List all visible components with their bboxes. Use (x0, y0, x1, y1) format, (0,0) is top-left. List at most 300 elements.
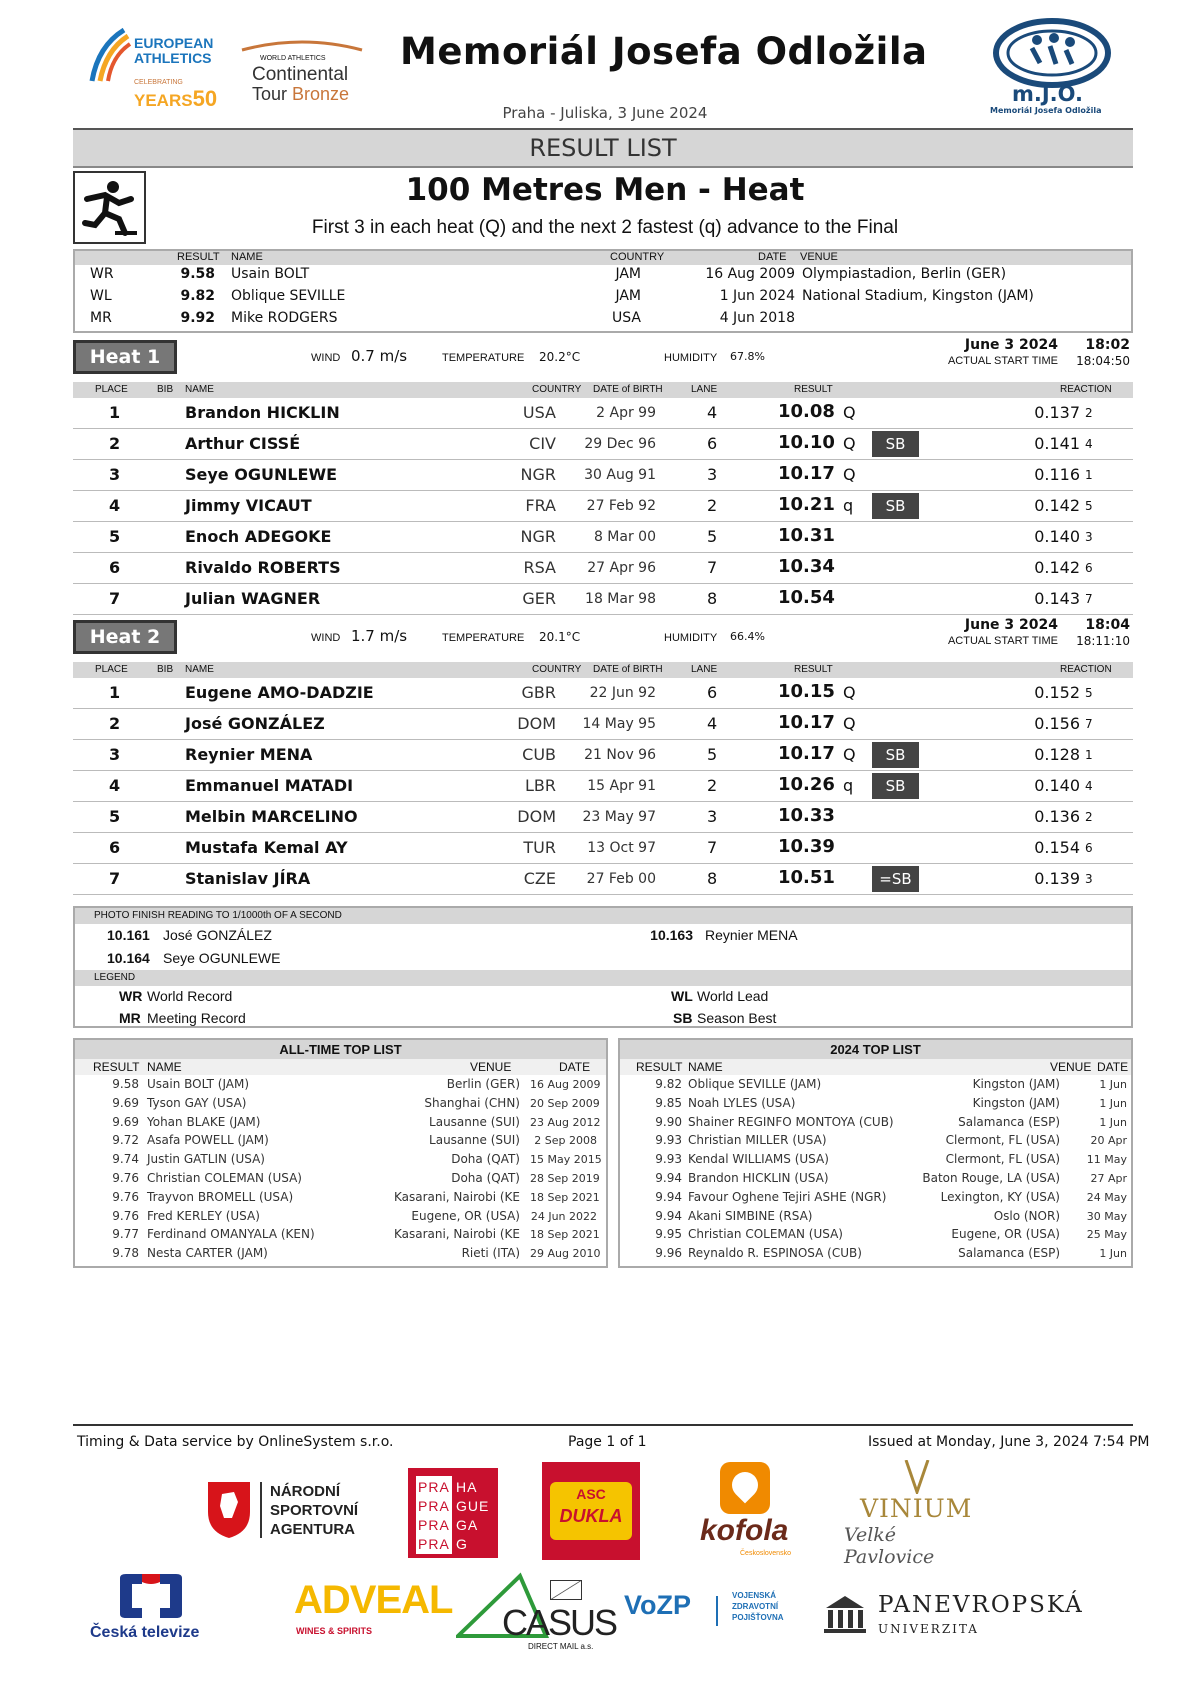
lane: 7 (707, 558, 718, 577)
reaction-time: 0.136 (1034, 807, 1080, 826)
lane: 4 (707, 714, 718, 733)
vinium-text: VINIUM (860, 1494, 973, 1523)
tl-venue: Oslo (NOR) (993, 1208, 1060, 1223)
tl-result: 9.69 (112, 1114, 139, 1129)
ct-line1: WORLD ATHLETICS (260, 55, 326, 62)
tl-name: Nesta CARTER (JAM) (147, 1246, 268, 1261)
top-list-row (620, 1075, 1131, 1094)
date-of-birth: 22 Jun 92 (589, 685, 656, 701)
reaction-time: 0.156 (1034, 714, 1080, 733)
tl-date: 23 Aug 2012 (530, 1115, 601, 1129)
pevu-text: PANEVROPSKÁ (878, 1592, 1084, 1618)
top-list-row (75, 1225, 606, 1244)
ea-line4: YEARS (134, 91, 193, 110)
result: 10.15 (778, 681, 835, 702)
tl-name: Christian MILLER (USA) (688, 1133, 827, 1148)
place: 2 (109, 434, 121, 453)
casus-text: DIRECT MAIL a.s. (528, 1642, 594, 1651)
tl-venue: Eugene, OR (USA) (951, 1227, 1060, 1242)
result: 10.33 (778, 805, 835, 826)
tl-venue: Lexington, KY (USA) (940, 1189, 1060, 1204)
season-best-badge: SB (872, 773, 919, 799)
qualification-mark: q (843, 496, 854, 515)
tl-venue: Shanghai (CHN) (424, 1095, 520, 1110)
heat-label: Heat 2 (73, 620, 177, 654)
tl-date: 15 May 2015 (530, 1153, 602, 1167)
date-of-birth: 2 Apr 99 (596, 405, 656, 421)
country: GBR (521, 683, 556, 702)
tl-result: 9.78 (112, 1246, 139, 1261)
record-type: WL (90, 288, 112, 304)
event-title: 100 Metres Men - Heat (405, 172, 805, 208)
result-row (73, 460, 1133, 491)
actual-start-time: 18:04:50 (1076, 354, 1130, 368)
country: FRA (525, 496, 556, 515)
result: 10.08 (778, 401, 835, 422)
reaction-time: 0.141 (1034, 434, 1080, 453)
footer-divider (73, 1424, 1133, 1426)
col-lane: LANE (691, 384, 718, 395)
col-name: NAME (147, 1060, 182, 1074)
reaction-rank: 3 (1085, 530, 1093, 544)
season-best-badge: SB (872, 431, 919, 457)
kofola-text: kofola (700, 1514, 789, 1547)
tl-venue: Berlin (GER) (446, 1077, 520, 1091)
tl-result: 9.95 (655, 1227, 682, 1242)
tl-venue: Doha (QAT) (451, 1171, 520, 1185)
place: 7 (109, 589, 121, 608)
record-date: 1 Jun 2024 (719, 288, 795, 304)
season-best-badge: SB (872, 742, 919, 768)
athlete-name: Seye OGUNLEWE (185, 465, 338, 484)
date-of-birth: 18 Mar 98 (585, 591, 656, 607)
tl-name: Favour Oghene Tejiri ASHE (NGR) (688, 1189, 887, 1204)
praha-text: PRA (418, 1479, 450, 1495)
dukla-text: DUKLA (559, 1506, 623, 1526)
tl-date: 29 Aug 2010 (530, 1247, 601, 1261)
record-type: WR (90, 266, 114, 282)
date-of-birth: 8 Mar 00 (593, 529, 656, 545)
panevropska-logo (822, 1592, 1092, 1642)
photo-finish-label: PHOTO FINISH READING TO 1/1000th OF A SECOND (75, 908, 1131, 924)
records-header (75, 251, 1131, 265)
tl-result: 9.90 (655, 1114, 682, 1129)
tl-result: 9.94 (655, 1171, 682, 1185)
tl-date: 1 Jun (1099, 1078, 1127, 1091)
mjo-line1: m.J.O. (1012, 82, 1084, 106)
legend-label: LEGEND (75, 970, 1131, 986)
country: GER (522, 589, 556, 608)
adveal-logo (294, 1578, 454, 1644)
record-name: Mike RODGERS (231, 310, 338, 326)
result-row (73, 678, 1133, 709)
qualification-mark: Q (843, 745, 856, 764)
tl-date: 11 May (1086, 1153, 1127, 1167)
result: 10.31 (778, 525, 835, 546)
reaction-rank: 1 (1085, 468, 1093, 482)
results-column-header (73, 662, 1133, 678)
reaction-time: 0.152 (1034, 683, 1080, 702)
result-row (73, 864, 1133, 895)
tl-venue: Kingston (JAM) (972, 1077, 1060, 1091)
tl-name: Shainer REGINFO MONTOYA (CUB) (688, 1114, 894, 1129)
pf-time: 10.163 (650, 927, 693, 943)
records-col-date: DATE (758, 251, 787, 263)
qualification-mark: q (843, 776, 854, 795)
athlete-name: Eugene AMO-DADZIE (185, 683, 374, 702)
date-of-birth: 29 Dec 96 (584, 436, 656, 452)
wind-label: WIND (311, 352, 341, 364)
place: 4 (109, 496, 121, 515)
result-row (73, 491, 1133, 522)
tl-name: Oblique SEVILLE (JAM) (688, 1077, 822, 1091)
tl-result: 9.76 (112, 1189, 139, 1204)
praha-text: HA (456, 1479, 478, 1495)
tl-name: Kendal WILLIAMS (USA) (688, 1152, 829, 1167)
tl-name: Christian COLEMAN (USA) (688, 1227, 843, 1242)
record-country: USA (612, 310, 641, 326)
top-list-row (75, 1075, 606, 1094)
reaction-rank: 7 (1085, 717, 1093, 731)
athlete-name: Stanislav JÍRA (185, 869, 311, 888)
top-list-row (620, 1131, 1131, 1150)
country: CZE (523, 869, 556, 888)
mjo-logo (990, 18, 1130, 118)
col-dob: DATE of BIRTH (593, 664, 663, 675)
temperature-value: 20.1°C (539, 630, 581, 644)
top-list-row (620, 1113, 1131, 1132)
result-row (73, 553, 1133, 584)
col-venue: VENUE (470, 1060, 512, 1074)
tl-name: Justin GATLIN (USA) (147, 1152, 265, 1167)
result: 10.34 (778, 556, 835, 577)
country: LBR (524, 776, 556, 795)
top-list-row (75, 1169, 606, 1188)
humidity-value: 67.8% (730, 350, 765, 363)
qualification-mark: Q (843, 434, 856, 453)
tl-result: 9.94 (655, 1189, 682, 1204)
lane: 6 (707, 434, 718, 453)
date-of-birth: 27 Apr 96 (587, 560, 656, 576)
ct-text: Česká televize (90, 1624, 200, 1641)
reaction-time: 0.137 (1034, 403, 1080, 422)
records-col-country: COUNTRY (610, 251, 665, 263)
record-result: 9.82 (180, 288, 215, 304)
actual-start-label: ACTUAL START TIME (947, 635, 1058, 647)
casus-logo (456, 1572, 617, 1652)
date-of-birth: 27 Feb 00 (586, 871, 656, 887)
col-reaction: REACTION (1060, 664, 1112, 675)
tl-name: Fred KERLEY (USA) (147, 1208, 260, 1223)
col-lane: LANE (691, 664, 718, 675)
tl-result: 9.58 (112, 1077, 139, 1091)
results-column-header (73, 382, 1133, 398)
country: DOM (517, 714, 556, 733)
reaction-rank: 5 (1085, 499, 1093, 513)
reaction-rank: 7 (1085, 592, 1093, 606)
athlete-name: Mustafa Kemal AY (185, 838, 348, 857)
col-name: NAME (185, 664, 214, 675)
legend-text: Season Best (697, 1010, 777, 1026)
result-row (73, 584, 1133, 615)
vozp-logo (624, 1590, 814, 1640)
ea-line5: 50 (192, 86, 218, 111)
reaction-time: 0.139 (1034, 869, 1080, 888)
lane: 2 (707, 776, 718, 795)
kofola-logo (696, 1462, 796, 1562)
top-list-row (75, 1188, 606, 1207)
mjo-line2: Memoriál Josefa Odložila (990, 106, 1102, 115)
records-col-result: RESULT (177, 251, 220, 263)
top-list-row (620, 1188, 1131, 1207)
vozp-text: VoZP (624, 1590, 691, 1620)
tl-venue: Rieti (ITA) (461, 1246, 520, 1261)
date-of-birth: 30 Aug 91 (584, 467, 656, 483)
reaction-rank: 4 (1085, 437, 1093, 451)
result: 10.17 (778, 712, 835, 733)
heat-time: 18:04 (1085, 617, 1130, 633)
tl-name: Noah LYLES (USA) (688, 1095, 796, 1110)
col-name: NAME (688, 1060, 723, 1074)
dukla-text: ASC (576, 1486, 606, 1502)
meet-location-date: Praha - Juliska, 3 June 2024 (502, 104, 708, 122)
heat-time: 18:02 (1085, 337, 1130, 353)
tl-date: 1 Jun (1099, 1247, 1127, 1261)
record-row (75, 309, 1131, 331)
tl-name: Trayvon BROMELL (USA) (147, 1189, 294, 1204)
lane: 5 (707, 745, 718, 764)
result: 10.10 (778, 432, 835, 453)
date-of-birth: 14 May 95 (582, 716, 656, 732)
result-row (73, 709, 1133, 740)
col-result: RESULT (794, 664, 833, 675)
tl-result: 9.82 (655, 1077, 682, 1091)
result-row (73, 429, 1133, 460)
athlete-name: Jimmy VICAUT (185, 496, 312, 515)
record-name: Usain BOLT (231, 266, 310, 282)
tl-date: 24 May (1086, 1190, 1127, 1204)
col-bib: BIB (157, 664, 174, 675)
country: CIV (529, 434, 556, 453)
top-list-row (620, 1169, 1131, 1188)
tl-result: 9.69 (112, 1095, 139, 1110)
tl-date: 25 May (1086, 1228, 1127, 1242)
place: 4 (109, 776, 121, 795)
reaction-rank: 5 (1085, 686, 1093, 700)
legend-text: World Record (147, 988, 233, 1004)
praha-text: GUE (456, 1498, 490, 1514)
top-list-row (75, 1244, 606, 1263)
lane: 4 (707, 403, 718, 422)
result-row (73, 398, 1133, 429)
dukla-logo (542, 1462, 640, 1560)
result-row (73, 833, 1133, 864)
result-row (73, 802, 1133, 833)
top-2024-columns (620, 1059, 1131, 1075)
country: TUR (523, 838, 556, 857)
record-result: 9.58 (180, 266, 215, 282)
place: 7 (109, 869, 121, 888)
tl-result: 9.72 (112, 1133, 139, 1148)
actual-start-time: 18:11:10 (1076, 634, 1130, 648)
reaction-time: 0.128 (1034, 745, 1080, 764)
tl-venue: Salamanca (ESP) (958, 1114, 1060, 1129)
athlete-name: Arthur CISSÉ (185, 434, 301, 453)
place: 6 (109, 838, 121, 857)
legend-code: SB (673, 1010, 693, 1026)
tl-result: 9.85 (655, 1095, 682, 1110)
col-result: RESULT (93, 1060, 140, 1074)
lane: 2 (707, 496, 718, 515)
humidity-label: HUMIDITY (664, 352, 718, 364)
record-row (75, 287, 1131, 309)
reaction-rank: 2 (1085, 406, 1093, 420)
european-athletics-logo (84, 24, 234, 111)
tl-result: 9.74 (112, 1152, 139, 1167)
result: 10.17 (778, 743, 835, 764)
tl-date: 30 May (1086, 1209, 1127, 1223)
qualification-rule: First 3 in each heat (Q) and the next 2 fastest (q) advance to the Final (311, 217, 899, 238)
col-result: RESULT (636, 1060, 683, 1074)
athlete-name: Julian WAGNER (185, 589, 321, 608)
place: 3 (109, 465, 121, 484)
tl-venue: Kasarani, Nairobi (KE (393, 1189, 520, 1204)
humidity-label: HUMIDITY (664, 632, 718, 644)
country: DOM (517, 807, 556, 826)
top-list-row (75, 1150, 606, 1169)
top-list-row (620, 1094, 1131, 1113)
praha-text: PRA (418, 1536, 450, 1552)
record-venue: National Stadium, Kingston (JAM) (802, 288, 1034, 304)
adveal-text: ADVEAL (294, 1578, 453, 1622)
athlete-name: Brandon HICKLIN (185, 403, 340, 422)
athlete-name: Enoch ADEGOKE (185, 527, 332, 546)
reaction-rank: 2 (1085, 810, 1093, 824)
reaction-rank: 1 (1085, 748, 1093, 762)
tl-name: Usain BOLT (JAM) (147, 1077, 250, 1091)
tl-name: Asafa POWELL (JAM) (147, 1133, 269, 1148)
result: 10.17 (778, 463, 835, 484)
tl-date: 28 Sep 2019 (530, 1172, 600, 1185)
tl-name: Yohan BLAKE (JAM) (147, 1114, 261, 1129)
vinium-logo (840, 1460, 990, 1568)
record-venue: Olympiastadion, Berlin (GER) (802, 266, 1007, 282)
col-place: PLACE (95, 384, 128, 395)
lane: 7 (707, 838, 718, 857)
reaction-rank: 6 (1085, 841, 1093, 855)
record-date: 16 Aug 2009 (705, 266, 795, 282)
col-date: DATE (559, 1060, 591, 1074)
top-list-2024 (618, 1038, 1133, 1268)
kofola-text: Československo (740, 1550, 791, 1557)
heat-date: June 3 2024 (964, 337, 1058, 353)
record-type: MR (90, 310, 112, 326)
reaction-rank: 6 (1085, 561, 1093, 575)
wind-value: 0.7 m/s (351, 347, 408, 365)
pevu-text: UNIVERZITA (878, 1622, 979, 1636)
wind-label: WIND (311, 632, 341, 644)
top-list-row (75, 1131, 606, 1150)
all-time-top-list (73, 1038, 608, 1268)
continental-tour-logo (240, 38, 370, 108)
tl-result: 9.76 (112, 1171, 139, 1185)
ea-line3: CELEBRATING (134, 79, 183, 86)
tl-date: 24 Jun 2022 (530, 1209, 597, 1223)
result: 10.39 (778, 836, 835, 857)
season-best-badge: =SB (872, 866, 919, 892)
praha-text: PRA (418, 1517, 450, 1533)
heat-label: Heat 1 (73, 340, 177, 374)
legend-text: World Lead (697, 988, 769, 1004)
pf-time: 10.161 (107, 927, 150, 943)
records-panel (73, 249, 1133, 333)
footer-page: Page 1 of 1 (568, 1434, 647, 1450)
pf-name: Seye OGUNLEWE (163, 950, 281, 966)
footer-issued: Issued at Monday, June 3, 2024 7:54 PM (868, 1434, 1150, 1450)
col-dob: DATE of BIRTH (593, 384, 663, 395)
nsa-line: AGENTURA (270, 1521, 355, 1538)
qualification-mark: Q (843, 714, 856, 733)
date-of-birth: 13 Oct 97 (587, 840, 656, 856)
tl-date: 18 Sep 2021 (530, 1190, 600, 1204)
tl-venue: Doha (QAT) (451, 1152, 520, 1167)
pf-time: 10.164 (107, 950, 150, 966)
result-list-banner: RESULT LIST (73, 128, 1133, 168)
record-date: 4 Jun 2018 (719, 310, 795, 326)
tl-result: 9.93 (655, 1133, 682, 1148)
reaction-time: 0.142 (1034, 558, 1080, 577)
nsa-line: NÁRODNÍ (270, 1483, 340, 1500)
tl-venue: Baton Rouge, LA (USA) (922, 1171, 1060, 1185)
tl-venue: Salamanca (ESP) (958, 1246, 1060, 1261)
tl-result: 9.77 (112, 1227, 139, 1242)
temperature-value: 20.2°C (539, 350, 581, 364)
nsa-logo (204, 1478, 374, 1544)
place: 2 (109, 714, 121, 733)
date-of-birth: 21 Nov 96 (584, 747, 656, 763)
col-name: NAME (185, 384, 214, 395)
vozp-line: VOJENSKÁ (732, 1591, 777, 1600)
athlete-name: Emmanuel MATADI (185, 776, 354, 795)
lane: 8 (707, 589, 718, 608)
col-country: COUNTRY (532, 664, 582, 675)
col-place: PLACE (95, 664, 128, 675)
reaction-time: 0.116 (1034, 465, 1080, 484)
place: 6 (109, 558, 121, 577)
reaction-rank: 4 (1085, 779, 1093, 793)
tl-venue: Clermont, FL (USA) (945, 1133, 1060, 1148)
date-of-birth: 23 May 97 (582, 809, 656, 825)
tl-name: Akani SIMBINE (RSA) (688, 1208, 813, 1223)
wind-value: 1.7 m/s (351, 627, 408, 645)
top-list-row (620, 1225, 1131, 1244)
country: NGR (520, 465, 556, 484)
praha-text: PRA (418, 1498, 450, 1514)
page-title: Memoriál Josefa Odložila (400, 30, 928, 73)
result: 10.26 (778, 774, 835, 795)
casus-text: CASUS (502, 1602, 617, 1643)
tl-date: 18 Sep 2021 (530, 1228, 600, 1242)
ct-line3: Tour (252, 84, 288, 104)
place: 5 (109, 807, 121, 826)
vozp-line: ZDRAVOTNÍ (732, 1602, 779, 1611)
reaction-time: 0.140 (1034, 527, 1080, 546)
pf-name: Reynier MENA (705, 927, 798, 943)
top-list-row (75, 1094, 606, 1113)
top-list-row (620, 1150, 1131, 1169)
legend-text: Meeting Record (147, 1010, 246, 1026)
record-name: Oblique SEVILLE (231, 288, 346, 304)
